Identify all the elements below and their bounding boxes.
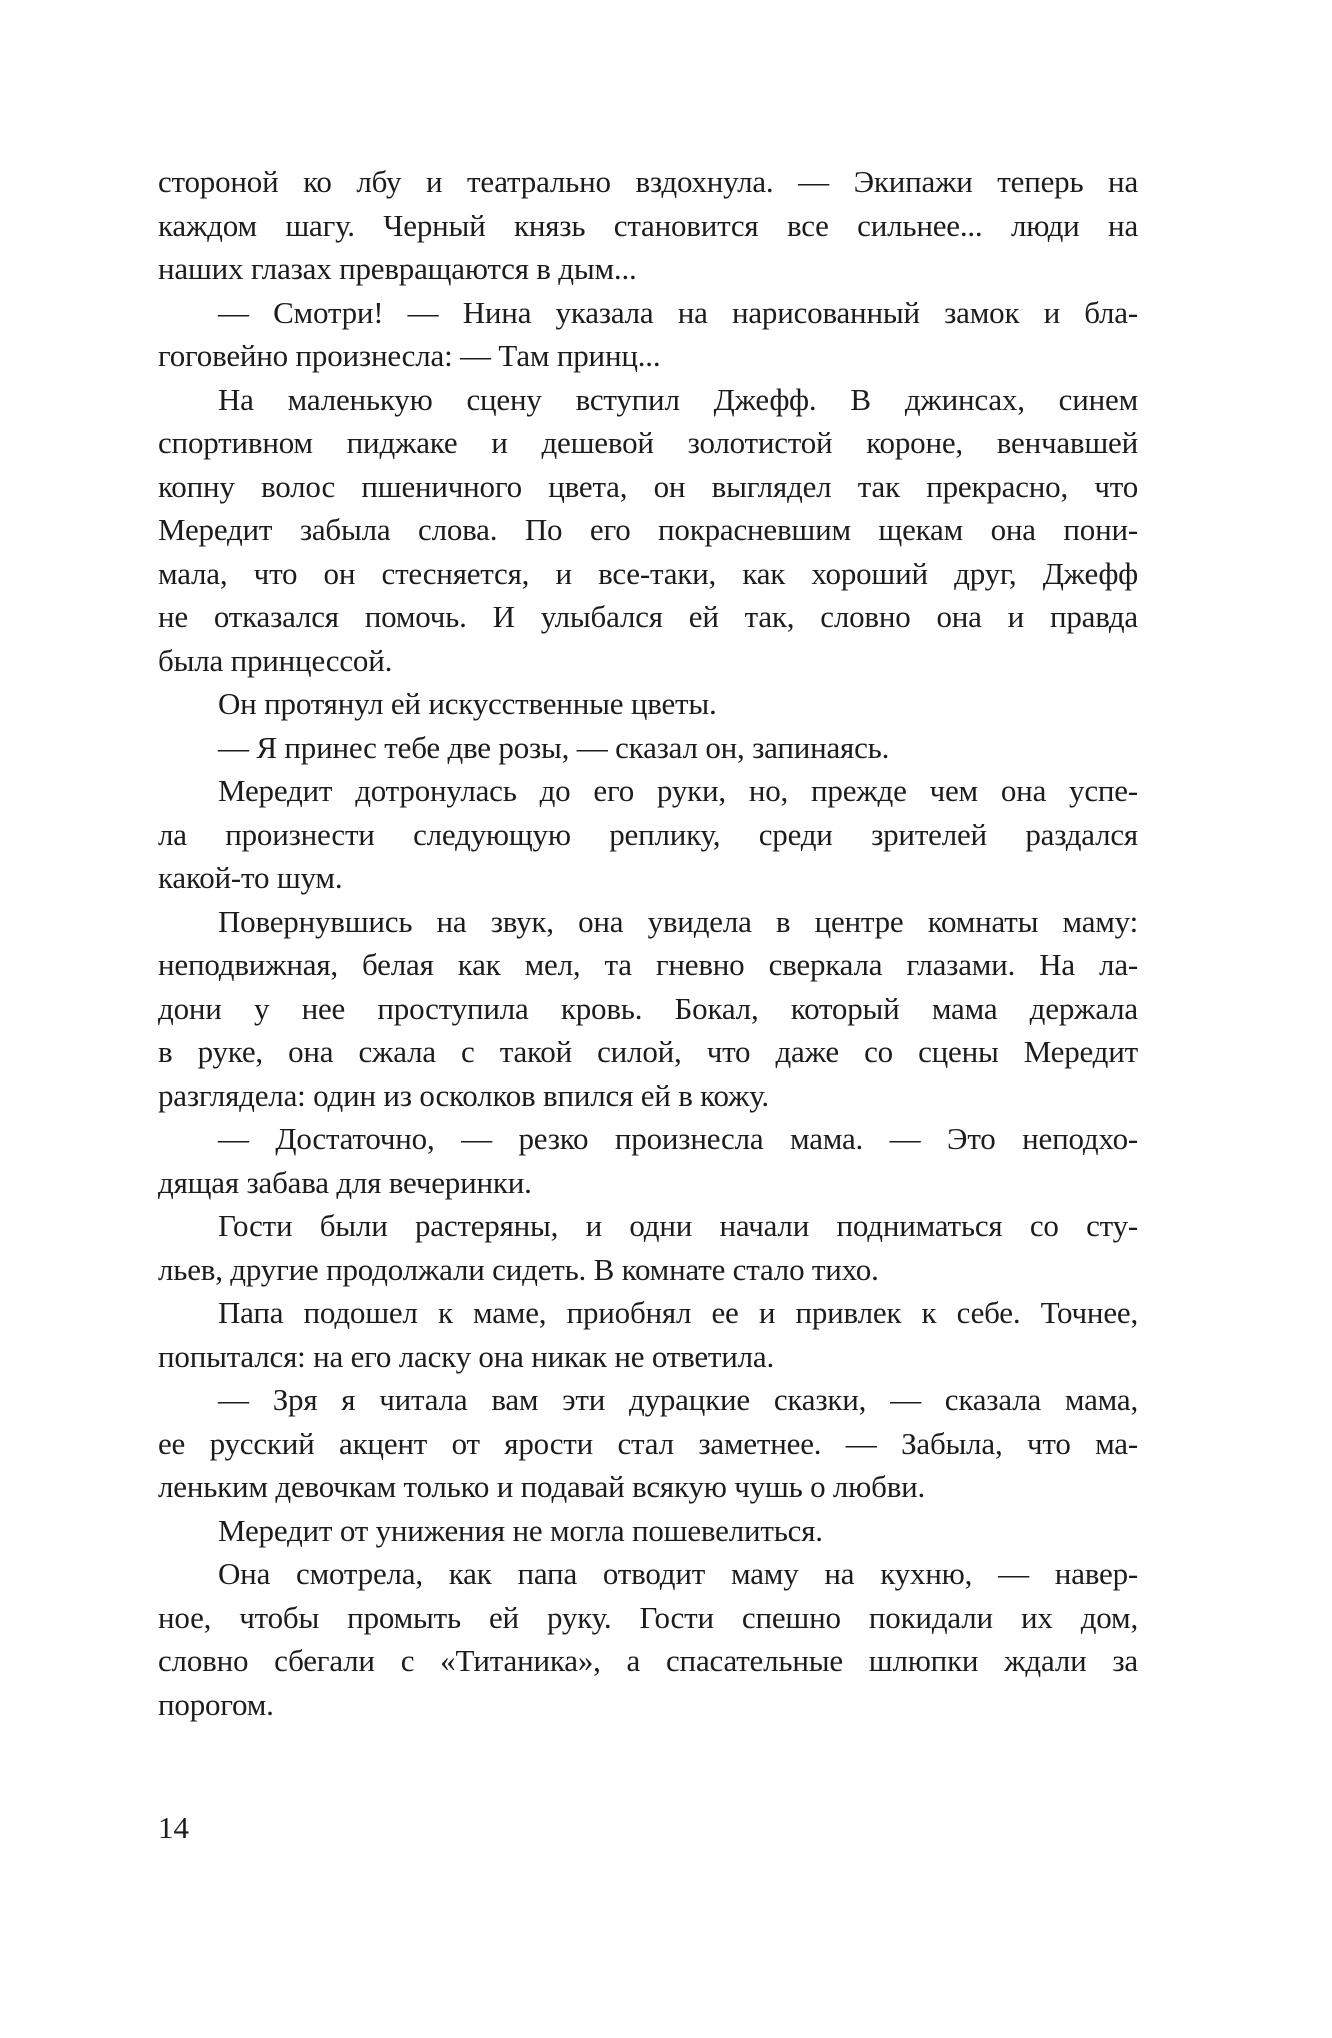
text-line: стороной ко лбу и театрально вздохнула. — Экипажи теперь на (158, 164, 1138, 199)
text-line: словно сбегали с «Титаника», а спасательные шлюпки ждали за (158, 1643, 1138, 1678)
text-line: порогом. (158, 1686, 274, 1722)
text-line: разглядела: один из осколков впился ей в кожу. (158, 1077, 769, 1113)
text-line: леньким девочкам только и подавай всякую чушь о любви. (158, 1469, 926, 1504)
text-line: — Зря я читала вам эти дурацкие сказки, — сказала мама, (218, 1382, 1138, 1417)
text-line: в руке, она сжала с такой силой, что даже со сцены Мередит (158, 1034, 1138, 1069)
text-line: копну волос пшеничного цвета, он выглядел так прекрасно, что (158, 468, 1138, 504)
text-line: На маленькую сцену вступил Джефф. В джинсах, синем (218, 381, 1138, 417)
text-line: Папа подошел к маме, приобнял ее и привлек к себе. Точнее, (218, 1295, 1138, 1330)
text-line: неподвижная, белая как мел, та гневно сверкала глазами. На ла- (158, 947, 1138, 982)
text-line: была принцессой. (158, 642, 393, 678)
text-line: Мередит от унижения не могла пошевелиться. (218, 1512, 823, 1548)
body-text (158, 160, 1138, 1726)
text-line: попытался: на его ласку она никак не ответила. (158, 1338, 775, 1374)
text-line: не отказался помочь. И улыбался ей так, словно она и правда (158, 599, 1138, 634)
page-number: 14 (158, 1810, 189, 1845)
text-line: спортивном пиджаке и дешевой золотистой короне, венчавшей (158, 425, 1138, 460)
text-line: Повернувшись на звук, она увидела в центре комнаты маму: (218, 903, 1138, 939)
text-line: каждом шагу. Черный князь становится все сильнее... люди на (158, 207, 1138, 243)
text-line: Он протянул ей искусственные цветы. (218, 686, 717, 721)
text-line: льев, другие продолжали сидеть. В комнате стало тихо. (158, 1251, 879, 1287)
text-line: какой-то шум. (158, 860, 343, 895)
text-line: — Смотри! — Нина указала на нарисованный замок и бла- (218, 294, 1138, 330)
text-line: ла произнести следующую реплику, среди зрителей раздался (158, 816, 1138, 852)
text-line: гоговейно произнесла: — Там принц... (158, 338, 661, 373)
text-line: ее русский акцент от ярости стал заметнее. — Забыла, что ма- (158, 1425, 1138, 1461)
text-line: дящая забава для вечеринки. (158, 1164, 532, 1200)
text-line: Гости были растеряны, и одни начали подниматься со сту- (218, 1208, 1138, 1243)
text-line: — Достаточно, — резко произнесла мама. — Это неподхо- (218, 1121, 1138, 1156)
text-line: Мередит забыла слова. По его покрасневшим щекам она пони- (158, 512, 1138, 547)
text-line: Мередит дотронулась до его руки, но, прежде чем она успе- (218, 773, 1138, 808)
text-line: Она смотрела, как папа отводит маму на кухню, — навер- (218, 1556, 1138, 1591)
text-line: — Я принес тебе две розы, — сказал он, запинаясь. (218, 729, 890, 765)
text-line: ное, чтобы промыть ей руку. Гости спешно покидали их дом, (158, 1599, 1138, 1635)
text-line: наших глазах превращаются в дым... (158, 251, 637, 286)
text-line: мала, что он стесняется, и все-таки, как хороший друг, Джефф (158, 555, 1138, 591)
text-line: дони у нее проступила кровь. Бокал, который мама держала (158, 990, 1138, 1026)
